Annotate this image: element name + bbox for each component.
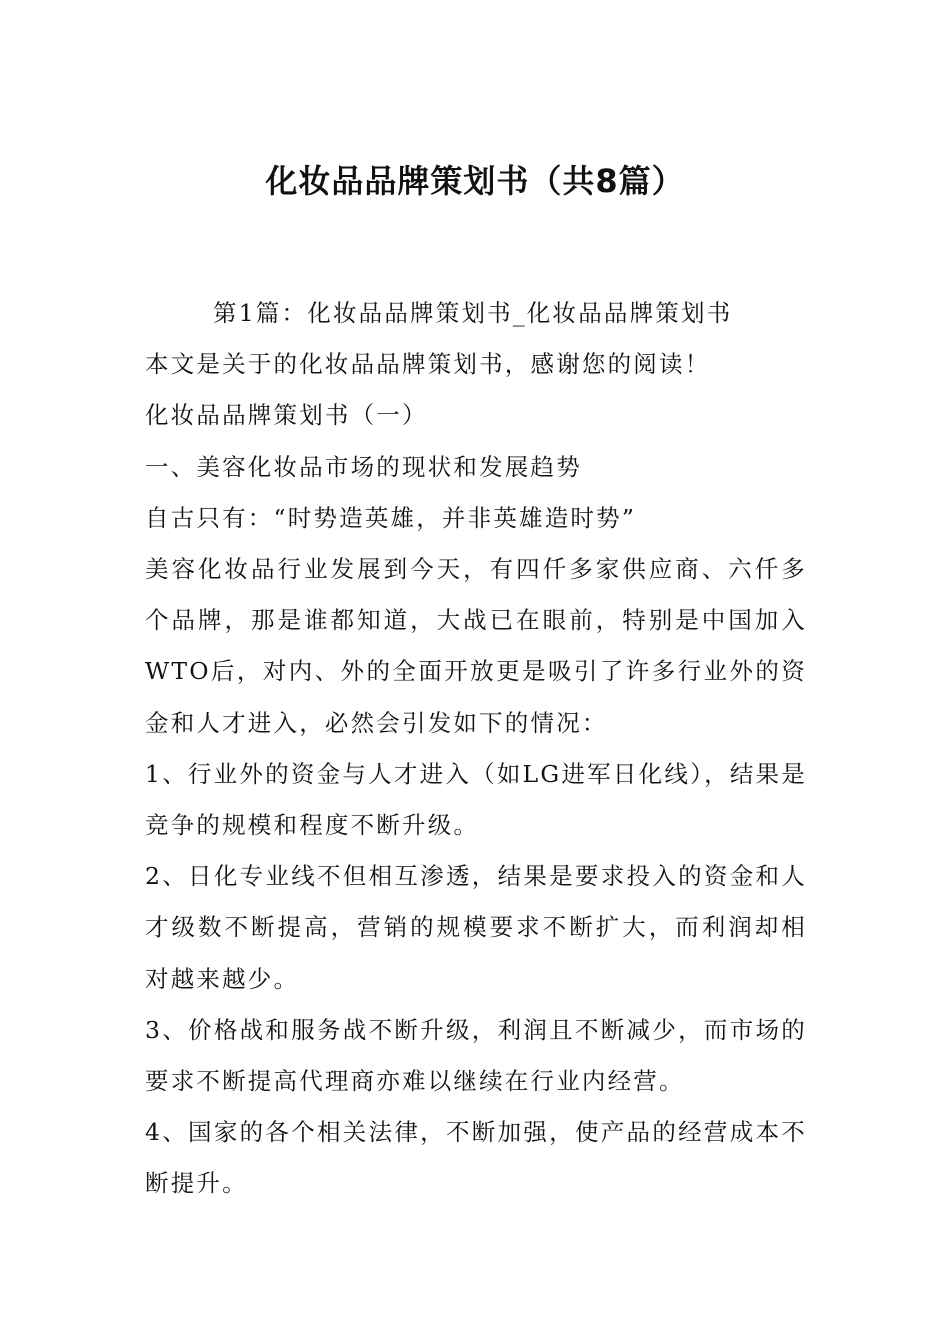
list-item-4: 4、国家的各个相关法律，不断加强，使产品的经营成本不断提升。 (145, 1118, 807, 1198)
intro-paragraph: 本文是关于的化妆品品牌策划书，感谢您的阅读！ (145, 350, 711, 379)
document-body (145, 288, 807, 1210)
list-item-1: 1、行业外的资金与人才进入（如LG进军日化线），结果是竞争的规模和程度不断升级。 (145, 759, 807, 840)
subsection-heading: 一、美容化妆品市场的现状和发展趋势 (145, 452, 582, 481)
list-item-3: 3、价格战和服务战不断升级，利润且不断减少，而市场的要求不断提高代理商亦难以继续在行业内经营。 (145, 1015, 807, 1096)
document-title: 化妆品品牌策划书（共8篇） (265, 162, 685, 200)
chapter-heading: 第1篇：化妆品品牌策划书_化妆品品牌策划书 (213, 299, 733, 327)
section-heading: 化妆品品牌策划书（一） (145, 401, 428, 430)
quote-paragraph: 自古只有：“时势造英雄，并非英雄造时势” (145, 503, 637, 532)
list-item-2: 2、日化专业线不但相互渗透，结果是要求投入的资金和人才级数不断提高，营销的规模要求不断扩大，而利润却相对越来越少。 (145, 862, 807, 993)
body-paragraph: 美容化妆品行业发展到今天，有四仟多家供应商、六仟多个品牌，那是谁都知道，大战已在眼前，特别是中国加入WTO后，对内、外的全面开放更是吸引了许多行业外的资金和人才进入，必然会引发如下的情况： (145, 555, 807, 737)
